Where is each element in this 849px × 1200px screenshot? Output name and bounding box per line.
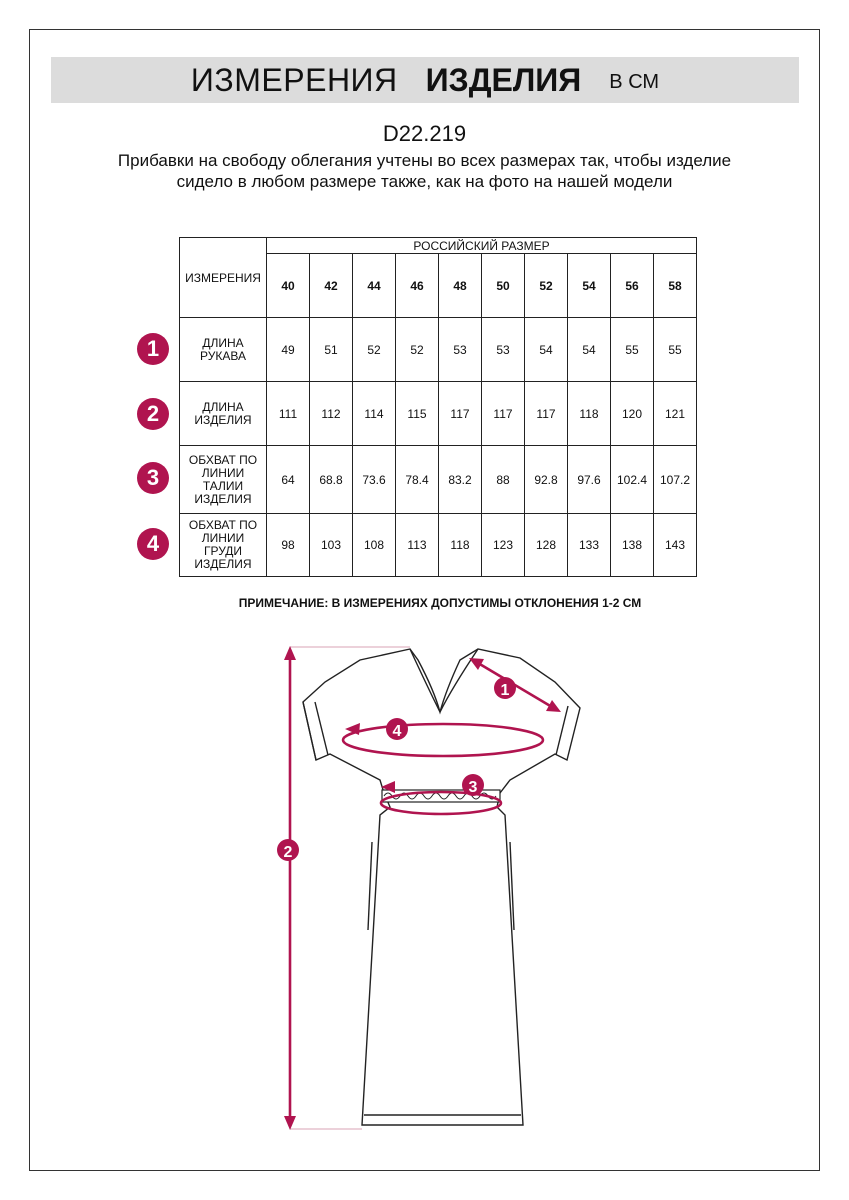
size-header-cell: 54 — [568, 254, 611, 318]
size-group-label: РОССИЙСКИЙ РАЗМЕР — [267, 238, 697, 254]
measurement-value: 55 — [654, 318, 697, 382]
size-header-cell: 58 — [654, 254, 697, 318]
measurement-value: 51 — [310, 318, 353, 382]
measurement-value: 143 — [654, 514, 697, 577]
title-units: В СМ — [609, 70, 660, 93]
title-part-measurements: ИЗМЕРЕНИЯ — [190, 61, 398, 98]
title-part-item: ИЗДЕЛИЯ — [425, 61, 582, 98]
measurement-value: 83.2 — [439, 446, 482, 514]
measurement-value: 53 — [439, 318, 482, 382]
measurement-value: 78.4 — [396, 446, 439, 514]
corner-label: ИЗМЕРЕНИЯ — [180, 238, 267, 318]
measurement-value: 52 — [396, 318, 439, 382]
size-header-cell: 56 — [611, 254, 654, 318]
measurement-label: ДЛИНА РУКАВА — [180, 318, 267, 382]
measurement-value: 53 — [482, 318, 525, 382]
measurement-value: 55 — [611, 318, 654, 382]
dress-outline — [303, 649, 580, 1125]
measurement-value: 117 — [439, 382, 482, 446]
measurement-label: ОБХВАТ ПО ЛИНИИ ТАЛИИ ИЗДЕЛИЯ — [180, 446, 267, 514]
measurement-value: 113 — [396, 514, 439, 577]
size-header-cell: 48 — [439, 254, 482, 318]
marker-badge: 3 — [137, 462, 169, 494]
marker-label: 4 — [392, 723, 402, 740]
size-header-cell: 42 — [310, 254, 353, 318]
measurement-value: 102.4 — [611, 446, 654, 514]
size-header-cell: 50 — [482, 254, 525, 318]
measurement-value: 115 — [396, 382, 439, 446]
arrow-head — [284, 1116, 296, 1130]
measurement-value: 121 — [654, 382, 697, 446]
measurement-value: 52 — [353, 318, 396, 382]
marker-label: 1 — [500, 682, 510, 699]
tolerance-note: ПРИМЕЧАНИЕ: В ИЗМЕРЕНИЯХ ДОПУСТИМЫ ОТКЛОНЕНИЯ 1-2 СМ — [238, 596, 642, 610]
arrow-head — [284, 646, 296, 660]
fit-description: Прибавки на свободу облегания учтены во всех размерах так, чтобы изделие сидело в любом размере также, как на фото на нашей модели — [117, 151, 732, 191]
measurement-value: 54 — [525, 318, 568, 382]
measurement-value: 133 — [568, 514, 611, 577]
size-header-cell: 40 — [267, 254, 310, 318]
measurement-value: 68.8 — [310, 446, 353, 514]
marker-badge: 1 — [137, 333, 169, 365]
measurement-value: 123 — [482, 514, 525, 577]
measurement-value: 49 — [267, 318, 310, 382]
measurement-value: 97.6 — [568, 446, 611, 514]
measurement-label: ДЛИНА ИЗДЕЛИЯ — [180, 382, 267, 446]
marker-badge: 4 — [137, 528, 169, 560]
measurement-label: ОБХВАТ ПО ЛИНИИ ГРУДИ ИЗДЕЛИЯ — [180, 514, 267, 577]
measurement-value: 98 — [267, 514, 310, 577]
measurement-value: 118 — [439, 514, 482, 577]
measurement-value: 117 — [525, 382, 568, 446]
measurement-value: 88 — [482, 446, 525, 514]
measurement-value: 138 — [611, 514, 654, 577]
measurement-value: 64 — [267, 446, 310, 514]
size-header-cell: 46 — [396, 254, 439, 318]
measurement-value: 112 — [310, 382, 353, 446]
measurement-value: 108 — [353, 514, 396, 577]
measurement-value: 117 — [482, 382, 525, 446]
measurement-value: 118 — [568, 382, 611, 446]
marker-label: 2 — [283, 844, 293, 861]
measurement-value: 73.6 — [353, 446, 396, 514]
product-code: D22.219 — [382, 121, 467, 146]
measurement-value: 120 — [611, 382, 654, 446]
size-header-cell: 44 — [353, 254, 396, 318]
measurement-value: 111 — [267, 382, 310, 446]
measurement-value: 103 — [310, 514, 353, 577]
measurement-value: 114 — [353, 382, 396, 446]
measurement-value: 92.8 — [525, 446, 568, 514]
measurement-value: 107.2 — [654, 446, 697, 514]
measurement-value: 128 — [525, 514, 568, 577]
measurement-value: 54 — [568, 318, 611, 382]
marker-label: 3 — [468, 779, 478, 796]
marker-badge: 2 — [137, 398, 169, 430]
size-header-cell: 52 — [525, 254, 568, 318]
